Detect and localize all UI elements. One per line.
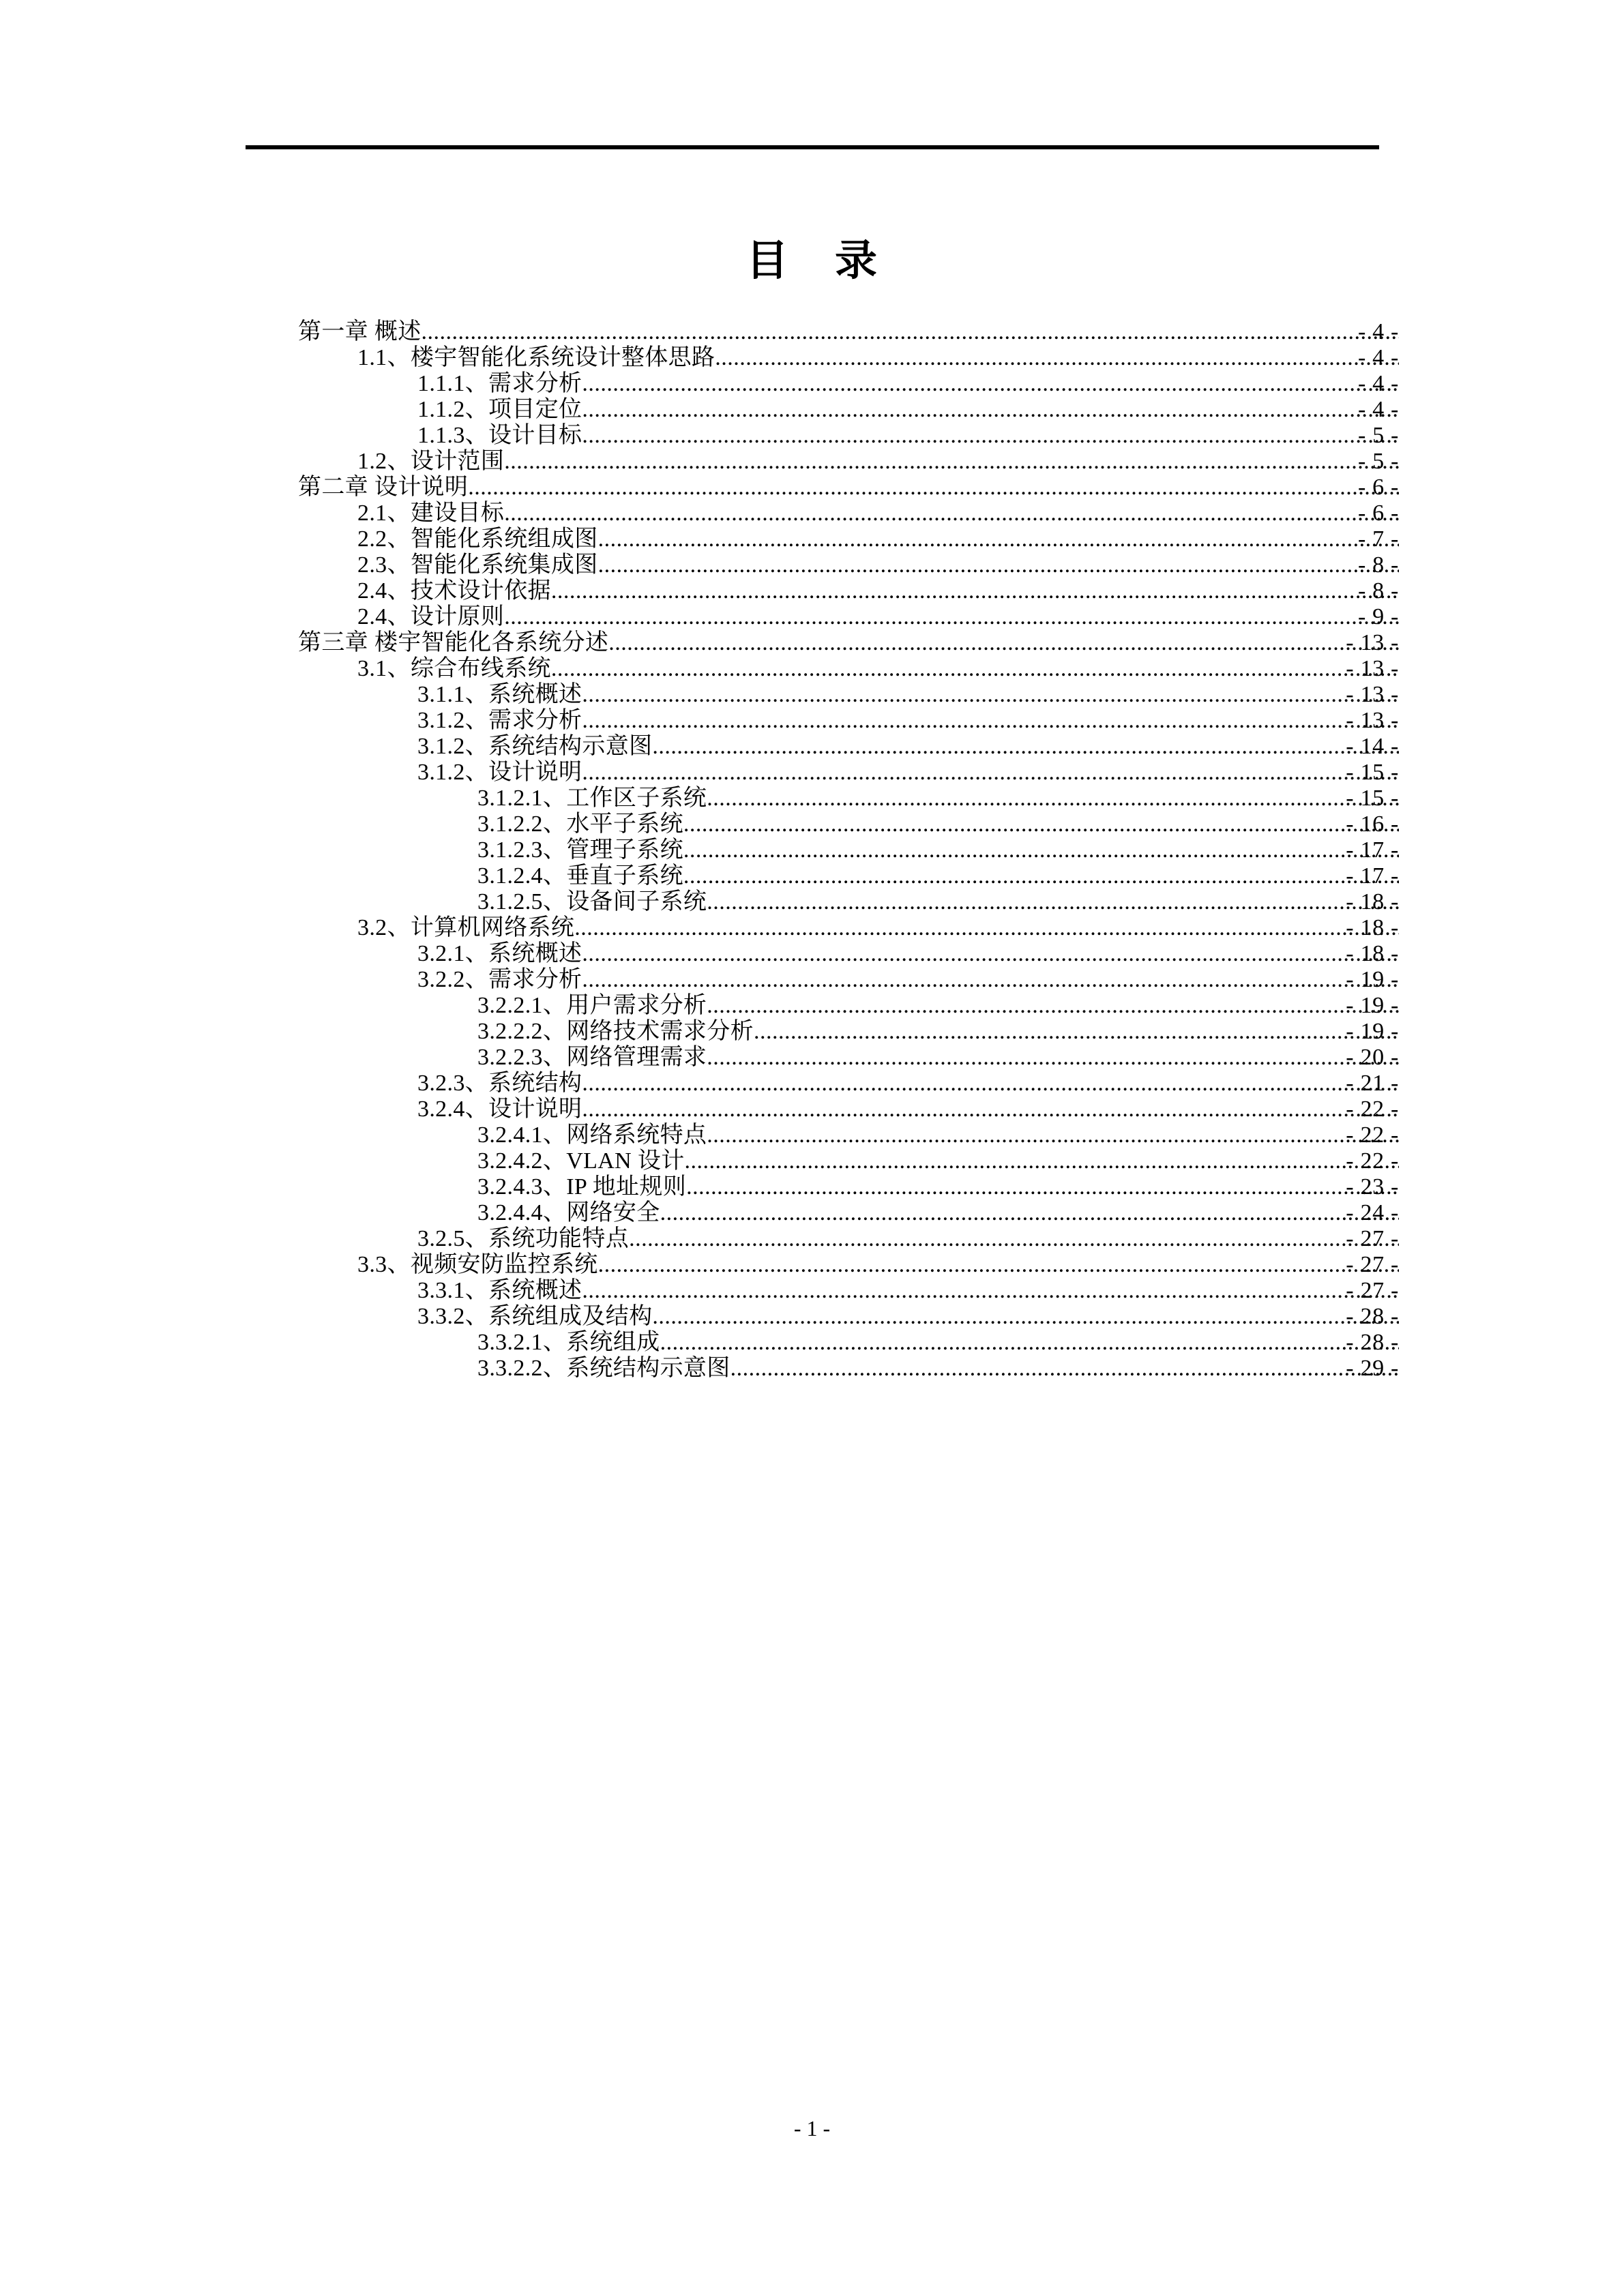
toc-entry-label: 3.3.1、系统概述 xyxy=(417,1278,582,1303)
toc-entry-page-number: - 4 - xyxy=(1357,397,1399,422)
toc-entry-label: 3.2.4.2、VLAN 设计 xyxy=(477,1148,685,1174)
toc-dot-leader xyxy=(707,1046,1399,1069)
toc-entry-label: 3.2.5、系统功能特点 xyxy=(417,1226,630,1251)
toc-dot-leader xyxy=(422,320,1399,344)
toc-entry-page-number: - 13 - xyxy=(1346,682,1399,707)
toc-dot-leader xyxy=(582,398,1399,421)
toc-entry-page-number: - 27 - xyxy=(1346,1278,1399,1303)
toc-entry[interactable] xyxy=(0,397,1624,423)
toc-entry-page-number: - 23 - xyxy=(1346,1174,1399,1199)
toc-entry-page-number: - 29 - xyxy=(1346,1356,1399,1381)
toc-entry-page-number: - 13 - xyxy=(1346,630,1399,655)
toc-entry-label: 第二章 设计说明 xyxy=(298,475,469,500)
toc-entry-page-number: - 5 - xyxy=(1357,449,1399,474)
toc-entry-label: 3.2.2.2、网络技术需求分析 xyxy=(477,1019,754,1044)
toc-entry[interactable] xyxy=(0,552,1624,578)
toc-entry-page-number: - 15 - xyxy=(1346,760,1399,785)
toc-entry[interactable] xyxy=(0,915,1624,941)
toc-entry-label: 3.1.2、需求分析 xyxy=(417,708,582,733)
toc-entry-label: 3.1.2.5、设备间子系统 xyxy=(477,889,707,914)
toc-dot-leader xyxy=(685,1150,1399,1173)
toc-entry[interactable] xyxy=(0,941,1624,967)
toc-entry-page-number: - 15 - xyxy=(1346,786,1399,811)
toc-entry[interactable] xyxy=(0,837,1624,863)
toc-entry[interactable] xyxy=(0,501,1624,526)
toc-dot-leader xyxy=(551,657,1399,681)
toc-entry-label: 3.3.2、系统组成及结构 xyxy=(417,1304,653,1329)
toc-entry-label: 3.1.2.2、水平子系统 xyxy=(477,811,683,837)
toc-dot-leader xyxy=(504,450,1399,473)
toc-entry-page-number: - 5 - xyxy=(1357,423,1399,448)
toc-entry-label: 3.2.2.3、网络管理需求 xyxy=(477,1045,707,1070)
toc-entry[interactable] xyxy=(0,1252,1624,1278)
toc-entry[interactable] xyxy=(0,604,1624,630)
toc-entry-page-number: - 22 - xyxy=(1346,1122,1399,1148)
toc-entry-label: 1.2、设计范围 xyxy=(357,449,505,474)
toc-entry-page-number: - 22 - xyxy=(1346,1148,1399,1174)
footer-page-number: - 1 - xyxy=(793,2116,831,2141)
toc-entry-label: 1.1.2、项目定位 xyxy=(417,397,582,422)
toc-entry-page-number: - 19 - xyxy=(1346,993,1399,1018)
toc-dot-leader xyxy=(504,606,1399,629)
toc-dot-leader xyxy=(582,424,1399,447)
toc-entry-page-number: - 17 - xyxy=(1346,837,1399,863)
header-rule xyxy=(246,145,1379,149)
toc-entry-page-number: - 24 - xyxy=(1346,1200,1399,1225)
toc-entry[interactable] xyxy=(0,708,1624,734)
toc-entry-page-number: - 9 - xyxy=(1357,604,1399,629)
toc-entry-label: 3.2.4.3、IP 地址规则 xyxy=(477,1174,687,1199)
toc-entry[interactable] xyxy=(0,578,1624,604)
toc-dot-leader xyxy=(598,554,1399,577)
toc-entry-label: 1.1、楼宇智能化系统设计整体思路 xyxy=(357,345,715,370)
toc-entry-page-number: - 22 - xyxy=(1346,1097,1399,1122)
toc-entry-page-number: - 17 - xyxy=(1346,863,1399,889)
toc-entry-page-number: - 21 - xyxy=(1346,1071,1399,1096)
toc-entry-label: 3.1.2、设计说明 xyxy=(417,760,582,785)
toc-entry-page-number: - 13 - xyxy=(1346,708,1399,733)
toc-entry-page-number: - 6 - xyxy=(1357,501,1399,526)
toc-dot-leader xyxy=(715,346,1399,370)
toc-dot-leader xyxy=(598,1253,1399,1277)
toc-entry-page-number: - 27 - xyxy=(1346,1226,1399,1251)
toc-entry[interactable] xyxy=(0,863,1624,889)
toc-entry-page-number: - 19 - xyxy=(1346,1019,1399,1044)
toc-entry-label: 第三章 楼宇智能化各系统分述 xyxy=(298,630,609,655)
toc-dot-leader xyxy=(582,1279,1399,1302)
toc-entry[interactable] xyxy=(0,811,1624,837)
toc-dot-leader xyxy=(660,1331,1399,1354)
toc-dot-leader xyxy=(652,735,1399,758)
toc-dot-leader xyxy=(730,1357,1399,1380)
toc-entry-page-number: - 4 - xyxy=(1357,319,1399,344)
toc-entry-page-number: - 27 - xyxy=(1346,1252,1399,1277)
toc-entry[interactable] xyxy=(0,449,1624,475)
toc-entry-label: 3.1.2.4、垂直子系统 xyxy=(477,863,683,889)
toc-entry-label: 2.4、设计原则 xyxy=(357,604,505,629)
toc-dot-leader xyxy=(707,891,1399,914)
toc-dot-leader xyxy=(707,994,1399,1017)
toc-entry[interactable] xyxy=(0,889,1624,915)
toc-dot-leader xyxy=(683,813,1399,836)
toc-entry[interactable] xyxy=(0,734,1624,760)
toc-entry-page-number: - 16 - xyxy=(1346,811,1399,837)
toc-dot-leader xyxy=(598,528,1399,551)
toc-entry[interactable] xyxy=(0,423,1624,449)
toc-entry[interactable] xyxy=(0,630,1624,656)
toc-entry-page-number: - 8 - xyxy=(1357,552,1399,578)
toc-entry-label: 3.3、视频安防监控系统 xyxy=(357,1252,598,1277)
toc-entry[interactable] xyxy=(0,371,1624,397)
toc-dot-leader xyxy=(652,1305,1399,1328)
toc-entry[interactable] xyxy=(0,1330,1624,1356)
toc-entry-page-number: - 18 - xyxy=(1346,915,1399,940)
table-of-contents xyxy=(0,319,1624,1382)
toc-dot-leader xyxy=(504,502,1399,525)
toc-entry-label: 3.2.3、系统结构 xyxy=(417,1071,582,1096)
toc-entry-label: 3.1.1、系统概述 xyxy=(417,682,582,707)
toc-entry-page-number: - 18 - xyxy=(1346,941,1399,966)
toc-entry[interactable] xyxy=(0,319,1624,345)
toc-entry-label: 3.2.2、需求分析 xyxy=(417,967,582,992)
toc-dot-leader xyxy=(582,709,1399,732)
toc-entry[interactable] xyxy=(0,1174,1624,1200)
toc-dot-leader xyxy=(686,1176,1399,1199)
toc-entry-label: 3.1.2.1、工作区子系统 xyxy=(477,786,707,811)
toc-entry[interactable] xyxy=(0,1200,1624,1226)
toc-entry[interactable] xyxy=(0,1278,1624,1304)
toc-entry-label: 3.2.4、设计说明 xyxy=(417,1097,582,1122)
toc-entry[interactable] xyxy=(0,1304,1624,1330)
toc-dot-leader xyxy=(582,968,1399,992)
toc-dot-leader xyxy=(582,1072,1399,1095)
toc-entry-page-number: - 28 - xyxy=(1346,1330,1399,1355)
toc-entry[interactable] xyxy=(0,1226,1624,1252)
toc-entry-label: 3.3.2.2、系统结构示意图 xyxy=(477,1356,730,1381)
toc-entry-label: 3.1.2、系统结构示意图 xyxy=(417,734,653,759)
toc-dot-leader xyxy=(551,580,1399,603)
toc-entry-label: 1.1.1、需求分析 xyxy=(417,371,582,396)
toc-entry[interactable] xyxy=(0,1019,1624,1045)
toc-dot-leader xyxy=(608,631,1399,655)
toc-entry[interactable] xyxy=(0,760,1624,786)
toc-entry[interactable] xyxy=(0,526,1624,552)
toc-entry-label: 3.2.4.4、网络安全 xyxy=(477,1200,660,1225)
toc-dot-leader xyxy=(683,839,1399,862)
toc-entry-label: 2.4、技术设计依据 xyxy=(357,578,551,603)
toc-dot-leader xyxy=(582,1098,1399,1121)
toc-dot-leader xyxy=(468,476,1399,499)
toc-entry-label: 3.3.2.1、系统组成 xyxy=(477,1330,660,1355)
toc-dot-leader xyxy=(754,1020,1399,1043)
toc-dot-leader xyxy=(707,787,1399,810)
toc-entry-label: 3.2.1、系统概述 xyxy=(417,941,582,966)
toc-entry-label: 3.2.2.1、用户需求分析 xyxy=(477,993,707,1018)
toc-dot-leader xyxy=(683,865,1399,888)
toc-dot-leader xyxy=(660,1202,1399,1225)
toc-dot-leader xyxy=(582,761,1399,784)
toc-entry-page-number: - 7 - xyxy=(1357,526,1399,552)
toc-entry-label: 2.2、智能化系统组成图 xyxy=(357,526,598,552)
toc-dot-leader xyxy=(582,683,1399,706)
toc-entry-page-number: - 19 - xyxy=(1346,967,1399,992)
page-title: 目 录 xyxy=(745,238,879,284)
toc-entry-page-number: - 4 - xyxy=(1357,345,1399,370)
toc-entry-label: 3.2、计算机网络系统 xyxy=(357,915,575,940)
toc-entry[interactable] xyxy=(0,786,1624,811)
toc-dot-leader xyxy=(707,1124,1399,1147)
toc-entry[interactable] xyxy=(0,967,1624,993)
toc-entry-page-number: - 14 - xyxy=(1346,734,1399,759)
toc-entry-page-number: - 8 - xyxy=(1357,578,1399,603)
toc-entry[interactable] xyxy=(0,475,1624,501)
toc-entry[interactable] xyxy=(0,1071,1624,1097)
toc-entry-label: 3.2.4.1、网络系统特点 xyxy=(477,1122,707,1148)
toc-dot-leader xyxy=(629,1227,1399,1251)
toc-entry-page-number: - 13 - xyxy=(1346,656,1399,681)
toc-entry[interactable] xyxy=(0,1097,1624,1122)
toc-entry-page-number: - 20 - xyxy=(1346,1045,1399,1070)
toc-entry-page-number: - 6 - xyxy=(1357,475,1399,500)
toc-entry-page-number: - 4 - xyxy=(1357,371,1399,396)
toc-entry-label: 3.1.2.3、管理子系统 xyxy=(477,837,683,863)
toc-entry-label: 1.1.3、设计目标 xyxy=(417,423,582,448)
toc-dot-leader xyxy=(574,916,1399,940)
toc-entry[interactable] xyxy=(0,1045,1624,1071)
toc-dot-leader xyxy=(582,372,1399,396)
toc-entry[interactable] xyxy=(0,345,1624,371)
toc-entry[interactable] xyxy=(0,1148,1624,1174)
toc-entry-page-number: - 28 - xyxy=(1346,1304,1399,1329)
toc-entry-page-number: - 18 - xyxy=(1346,889,1399,914)
toc-dot-leader xyxy=(582,942,1399,966)
toc-entry-label: 2.1、建设目标 xyxy=(357,501,505,526)
toc-entry[interactable] xyxy=(0,1122,1624,1148)
toc-entry-label: 2.3、智能化系统集成图 xyxy=(357,552,598,578)
toc-entry[interactable] xyxy=(0,1356,1624,1382)
toc-entry-label: 第一章 概述 xyxy=(298,319,422,344)
toc-entry[interactable] xyxy=(0,993,1624,1019)
toc-entry-label: 3.1、综合布线系统 xyxy=(357,656,551,681)
toc-entry[interactable] xyxy=(0,656,1624,682)
toc-entry[interactable] xyxy=(0,682,1624,708)
